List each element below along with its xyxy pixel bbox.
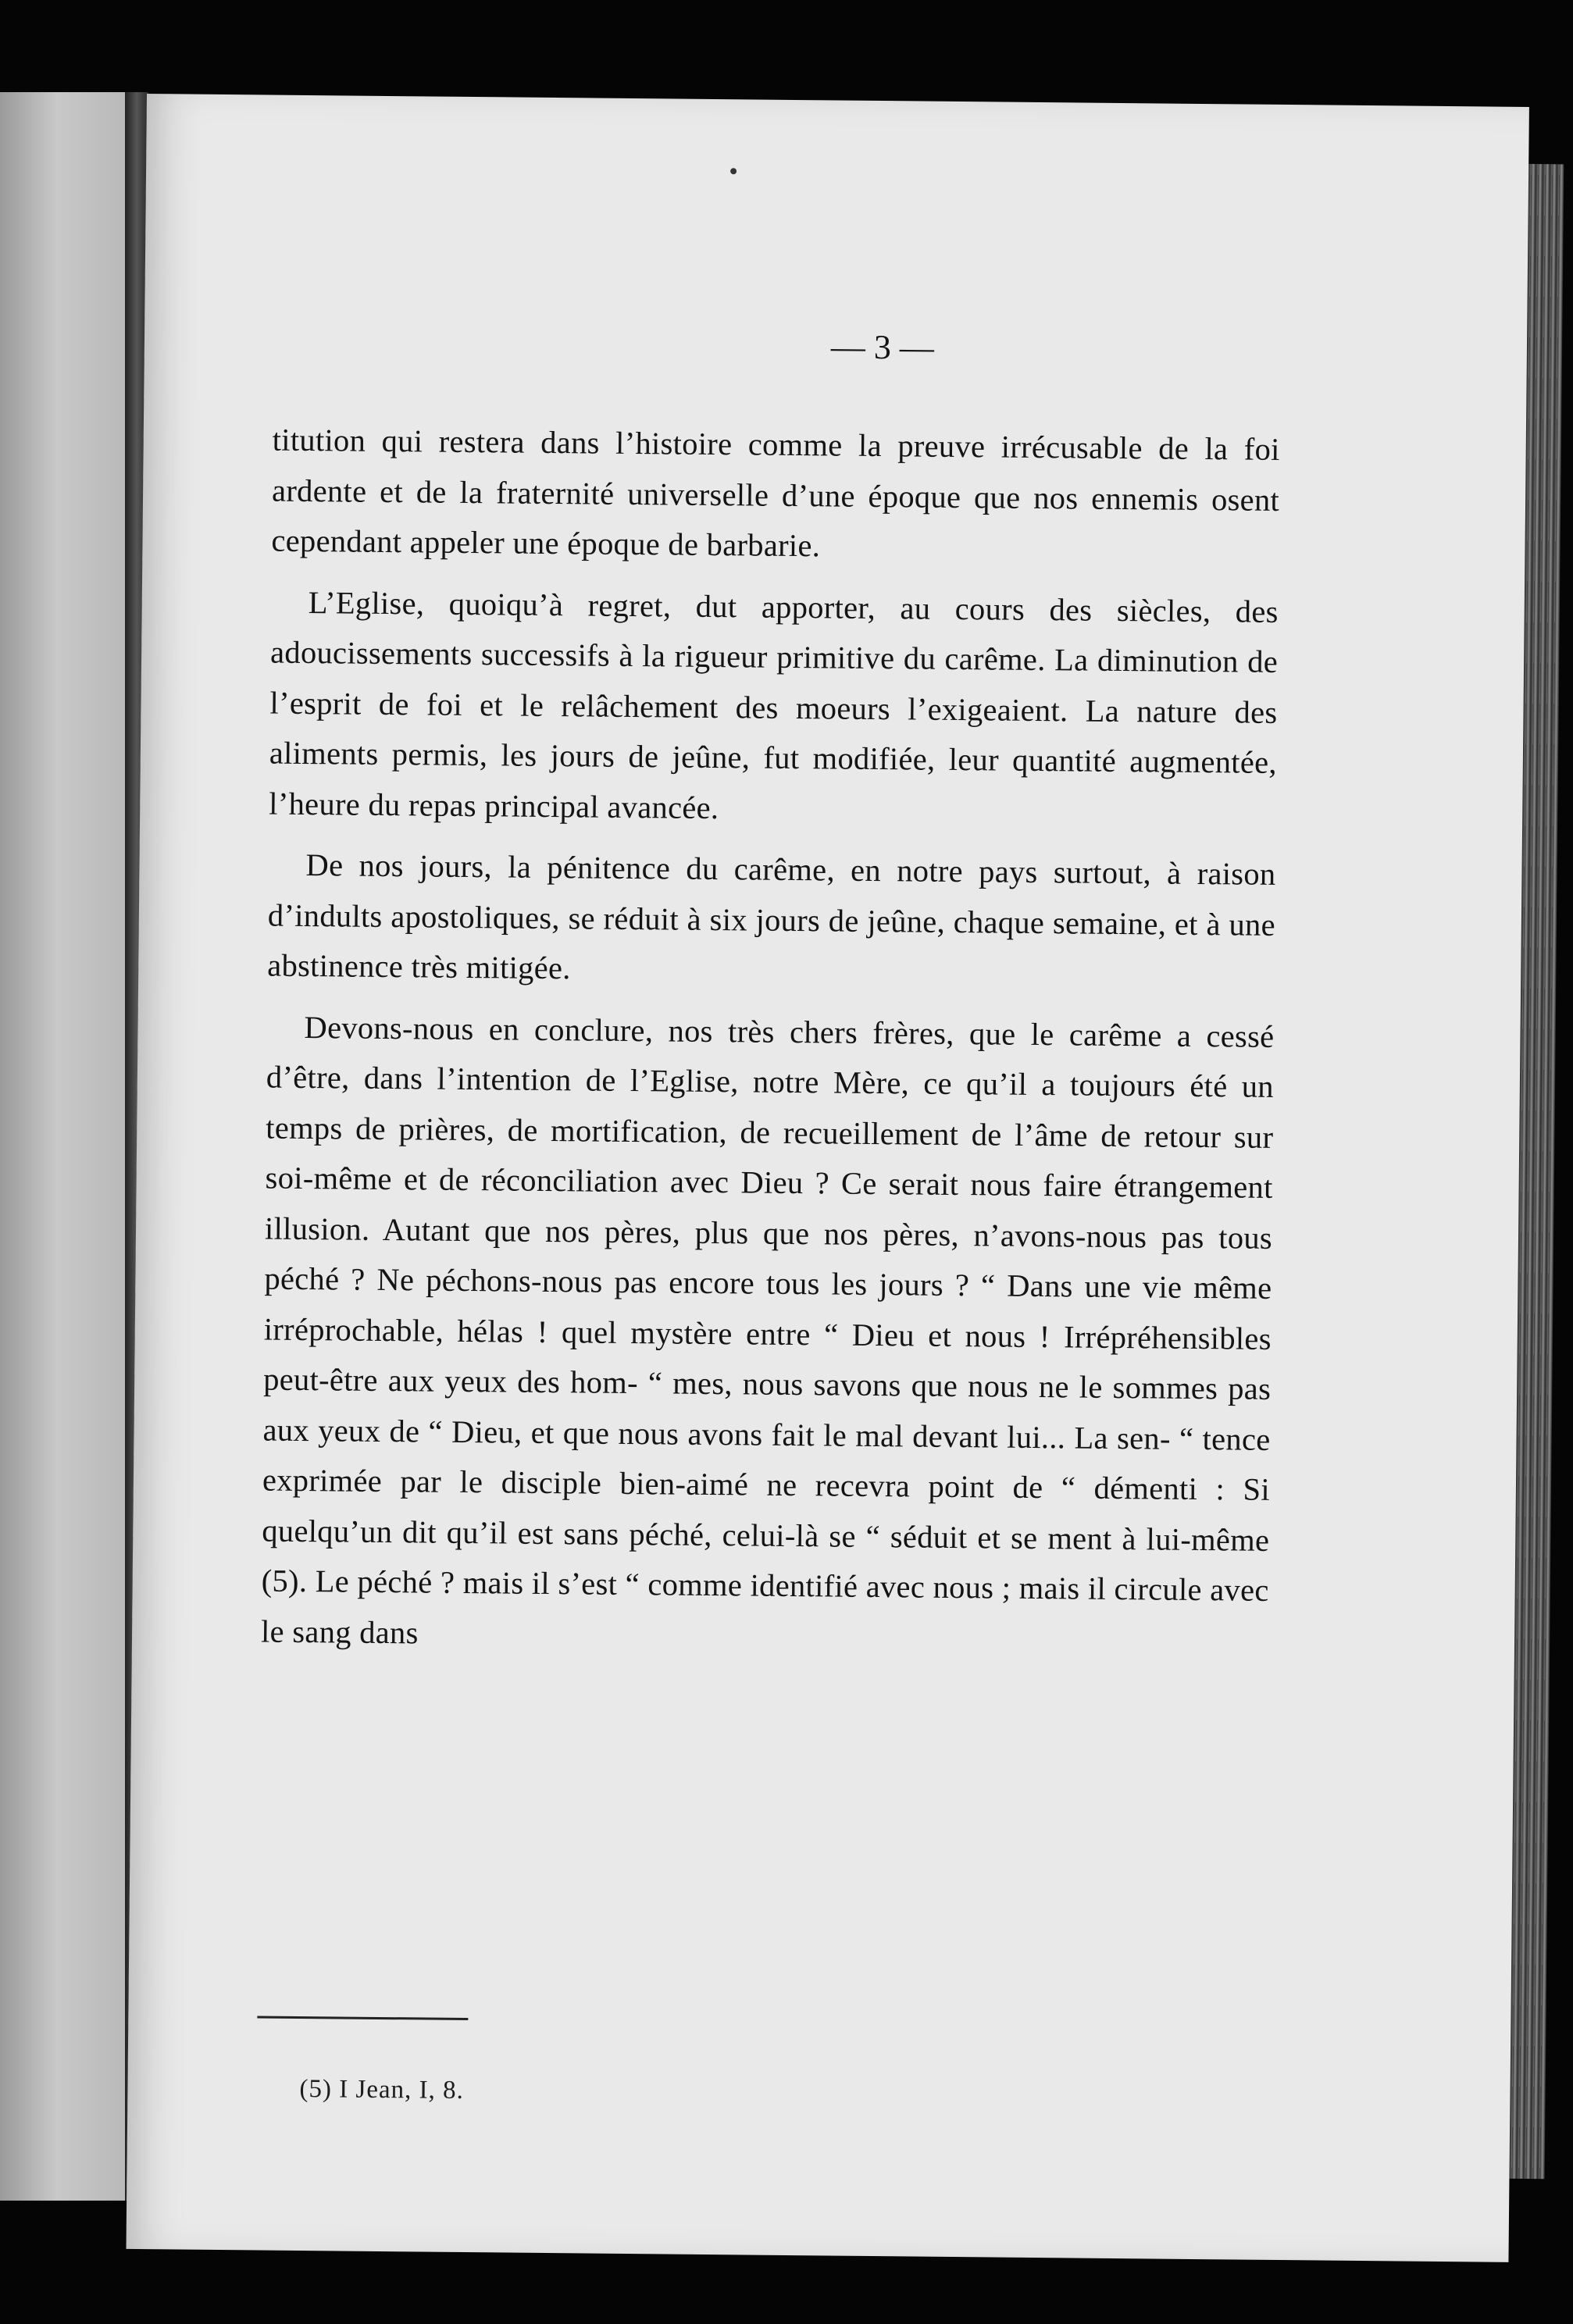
footnote: (5) I Jean, I, 8. — [299, 2074, 464, 2105]
speck — [730, 168, 737, 174]
paragraph: L’Eglise, quoiqu’à regret, dut apporter, au cours des siècles, des adoucissements successifs à la rigueur primitive du carême. La diminution de l’esprit de foi et le relâchement des moeurs l’exigeaient. La nature des aliments permis, les jours de jeûne, fut modifiée, leur quantité augmentée, l’heure du repas principal avancée. — [269, 584, 1279, 825]
paragraph: titution qui restera dans l’histoire comme la preuve irrécusable de la foi ardente et de la fraternité universelle d’une époque que nos ennemis osent cependant appeler une époque de barbarie. — [271, 422, 1280, 564]
paragraph: Devons-nous en conclure, nos très chers frères, que le carême a cessé d’être, dans l’intention de l’Eglise, notre Mère, ce qu’il a toujours été un temps de prières, de mortification, de recueillement de l’âme de retour sur soi-même et de réconciliation avec Dieu ? Ce serait nous faire étrangement illusion. Autant que nos pères, plus que nos pères, n’avons-nous pas tous péché ? Ne péchons-nous pas encore tous les jours ? “ Dans une vie même irréprochable, hélas ! quel mystère entre “ Dieu et nous ! Irrépréhensibles peut-être aux yeux des hom- “ mes, nous savons que nous ne le sommes pas aux yeux de “ Dieu, et que nous avons fait le mal devant lui... La sen- “ tence exprimée par le disciple bien-aimé ne recevra point de “ démenti : Si quelqu’un dit qu’il est sans péché, celui-là se “ séduit et se ment à lui-même (5). Le péché ? mais il s’est “ comme identifié avec nous ; mais il circule avec le sang dans — [260, 1009, 1275, 1650]
footnote-rule — [257, 2016, 468, 2020]
page-number: — 3 — — [830, 327, 935, 367]
book-page — [127, 94, 1529, 2262]
paragraph: De nos jours, la pénitence du carême, en notre pays surtout, à raison d’indults apostoliques, se réduit à six jours de jeûne, chaque semaine, et à une abstinence très mitigée. — [267, 847, 1276, 986]
facing-page-edge — [0, 92, 125, 2201]
body-text — [261, 415, 1280, 1666]
